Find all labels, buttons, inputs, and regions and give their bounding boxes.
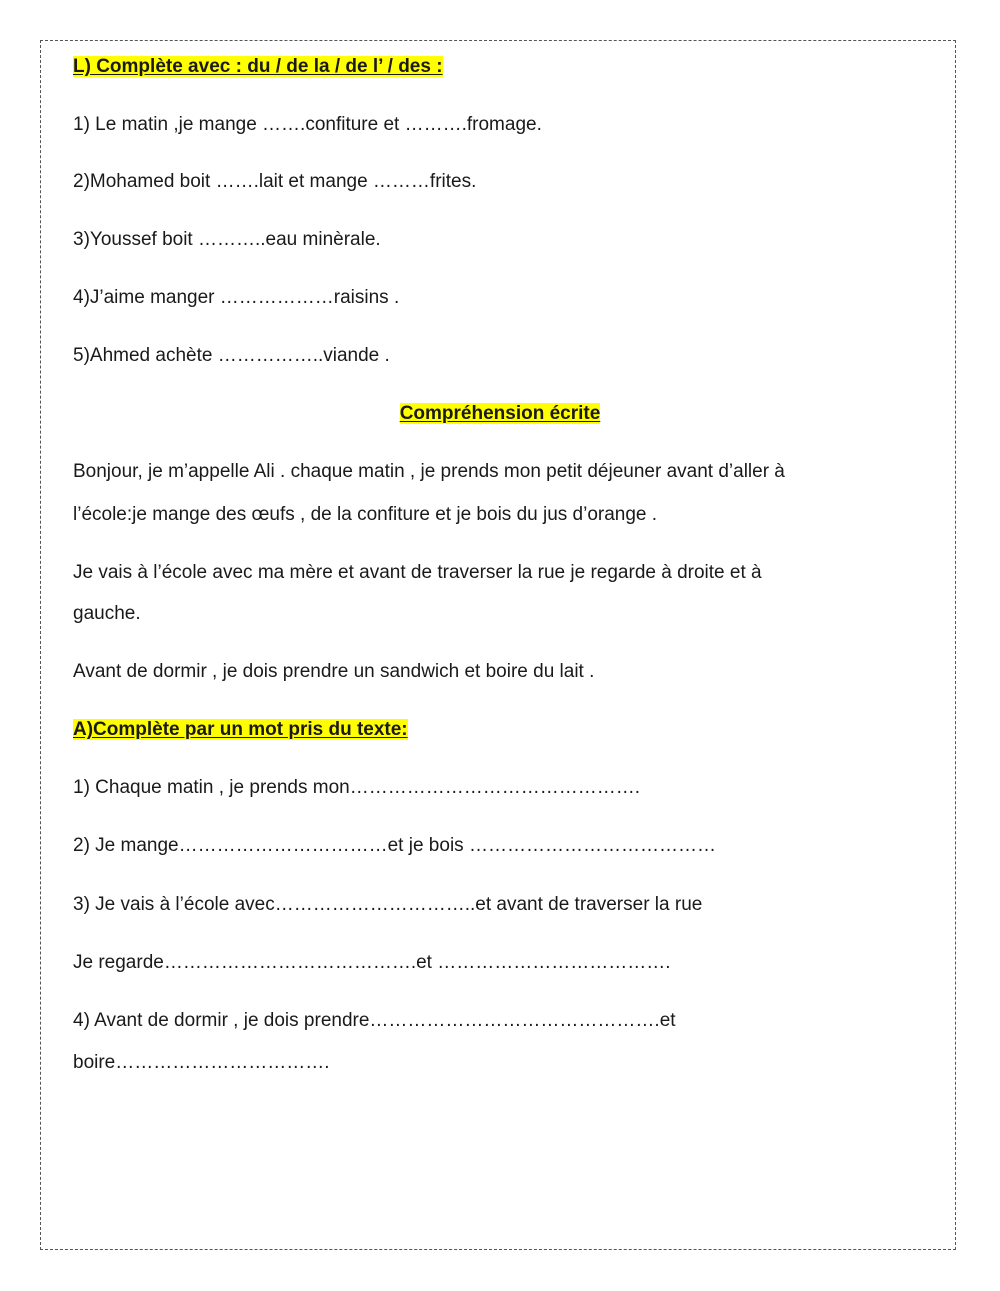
paragraph-2-line-2: gauche. xyxy=(73,603,141,624)
paragraph-1-line-1: Bonjour, je m’appelle Ali . chaque matin , je prends mon petit déjeuner avant d’aller à xyxy=(73,461,785,482)
section-a-item-1: 1) Chaque matin , je prends mon………………………………………. xyxy=(73,777,640,798)
section-l-heading-text: L) Complète avec : du / de la / de l’ / des : xyxy=(73,56,443,77)
section-l-heading xyxy=(73,55,443,79)
paragraph-1-line-2: l’école:je mange des œufs , de la confiture et je bois du jus d’orange . xyxy=(73,504,658,525)
section-l-item-5: 5)Ahmed achète ……………..viande . xyxy=(73,345,390,366)
paragraph-2-line-1: Je vais à l’école avec ma mère et avant de traverser la rue je regarde à droite et à xyxy=(73,562,762,583)
section-a-item-4-continued: boire……………………………. xyxy=(73,1052,330,1073)
section-l-item-4: 4)J’aime manger ………………raisins . xyxy=(73,287,400,308)
section-a-item-3-continued: Je regarde………………………………….et ………………………………. xyxy=(73,952,671,973)
comprehension-title xyxy=(0,402,1000,426)
comprehension-title-text: Compréhension écrite xyxy=(399,403,601,424)
section-l-item-2: 2)Mohamed boit …….lait et mange ………frites. xyxy=(73,171,477,192)
section-a-item-4: 4) Avant de dormir , je dois prendre……………………………………….et xyxy=(73,1010,676,1031)
section-a-heading xyxy=(73,718,408,742)
section-l-item-1: 1) Le matin ,je mange …….confiture et ……….fromage. xyxy=(73,114,542,135)
paragraph-3: Avant de dormir , je dois prendre un sandwich et boire du lait . xyxy=(73,661,595,682)
section-a-item-2: 2) Je mange……………………………et je bois ………………………………… xyxy=(73,835,716,856)
section-a-heading-text: A)Complète par un mot pris du texte: xyxy=(73,719,408,740)
section-l-item-3: 3)Youssef boit ………..eau minèrale. xyxy=(73,229,381,250)
section-a-item-3: 3) Je vais à l’école avec…………………………..et avant de traverser la rue xyxy=(73,894,703,915)
